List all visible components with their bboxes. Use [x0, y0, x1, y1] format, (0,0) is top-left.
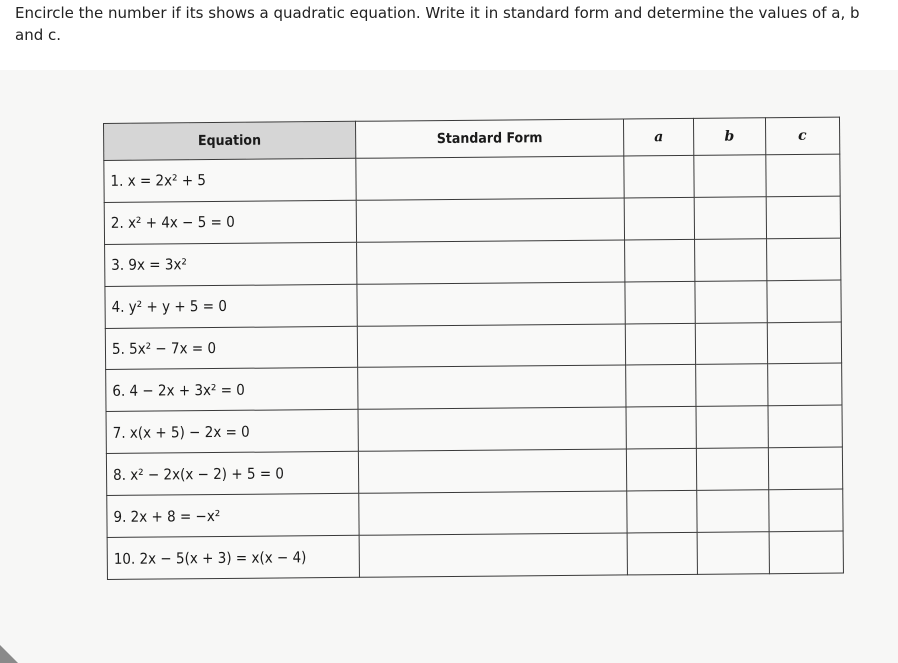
equation-cell: 4. y² + y + 5 = 0	[105, 284, 357, 328]
equation-cell: 8. x² − 2x(x − 2) + 5 = 0	[106, 452, 358, 496]
standard-form-cell[interactable]	[357, 324, 626, 368]
c-cell[interactable]	[767, 364, 842, 407]
b-cell[interactable]	[696, 364, 768, 407]
table-row	[105, 280, 841, 328]
a-cell[interactable]	[626, 323, 696, 365]
standard-form-cell[interactable]	[357, 282, 626, 326]
equation-cell: 1. x = 2x² + 5	[104, 158, 356, 202]
c-cell[interactable]	[765, 154, 840, 197]
c-cell[interactable]	[766, 280, 841, 323]
table-row	[107, 531, 843, 579]
standard-form-cell[interactable]	[356, 240, 625, 284]
header-equation: Equation	[104, 121, 356, 160]
photo-corner-shadow	[0, 645, 18, 663]
table-row	[105, 322, 841, 370]
b-cell[interactable]	[697, 532, 769, 575]
equation-cell: 2. x² + 4x − 5 = 0	[104, 200, 356, 244]
b-cell[interactable]	[696, 406, 768, 449]
a-cell[interactable]	[627, 532, 697, 575]
c-cell[interactable]	[768, 489, 843, 532]
a-cell[interactable]	[626, 407, 696, 449]
a-cell[interactable]	[626, 365, 696, 407]
equation-cell: 10. 2x − 5(x + 3) = x(x − 4)	[107, 535, 359, 579]
c-cell[interactable]	[766, 238, 841, 281]
header-c: c	[765, 117, 840, 155]
b-cell[interactable]	[696, 448, 768, 491]
standard-form-cell[interactable]	[357, 365, 626, 409]
quadratic-equations-table	[103, 117, 844, 580]
equation-cell: 5. 5x² − 7x = 0	[105, 326, 357, 370]
a-cell[interactable]	[625, 239, 695, 281]
instructions-text: Encircle the number if its shows a quadratic equation. Write it in standard form and determine the values of a, b and c.	[15, 4, 860, 44]
equation-cell: 6. 4 − 2x + 3x² = 0	[106, 368, 358, 412]
equation-cell: 9. 2x + 8 = −x²	[107, 493, 359, 537]
table-row	[104, 154, 840, 202]
c-cell[interactable]	[768, 447, 843, 490]
standard-form-cell[interactable]	[358, 491, 627, 535]
equation-cell: 7. x(x + 5) − 2x = 0	[106, 410, 358, 454]
b-cell[interactable]	[697, 490, 769, 533]
standard-form-cell[interactable]	[359, 533, 628, 577]
a-cell[interactable]	[624, 197, 694, 239]
table-row	[104, 196, 840, 244]
equation-cell: 3. 9x = 3x²	[105, 242, 357, 286]
b-cell[interactable]	[695, 280, 767, 323]
b-cell[interactable]	[694, 155, 766, 198]
c-cell[interactable]	[767, 322, 842, 365]
table-row	[106, 447, 842, 495]
header-standard-form: Standard Form	[355, 119, 624, 158]
a-cell[interactable]	[625, 281, 695, 323]
b-cell[interactable]	[694, 197, 766, 240]
table-row	[106, 364, 842, 412]
standard-form-cell[interactable]	[356, 198, 625, 242]
table-header-row	[104, 117, 840, 160]
header-a: a	[624, 118, 694, 156]
table-row	[105, 238, 841, 286]
header-b: b	[693, 118, 765, 156]
a-cell[interactable]	[624, 155, 694, 197]
b-cell[interactable]	[695, 322, 767, 365]
a-cell[interactable]	[627, 449, 697, 491]
a-cell[interactable]	[627, 490, 697, 532]
standard-form-cell[interactable]	[358, 407, 627, 451]
c-cell[interactable]	[769, 531, 844, 574]
standard-form-cell[interactable]	[358, 449, 627, 493]
table-row	[107, 489, 843, 537]
table-row	[106, 405, 842, 453]
c-cell[interactable]	[766, 196, 841, 239]
b-cell[interactable]	[694, 238, 766, 281]
c-cell[interactable]	[767, 405, 842, 448]
standard-form-cell[interactable]	[355, 156, 624, 200]
